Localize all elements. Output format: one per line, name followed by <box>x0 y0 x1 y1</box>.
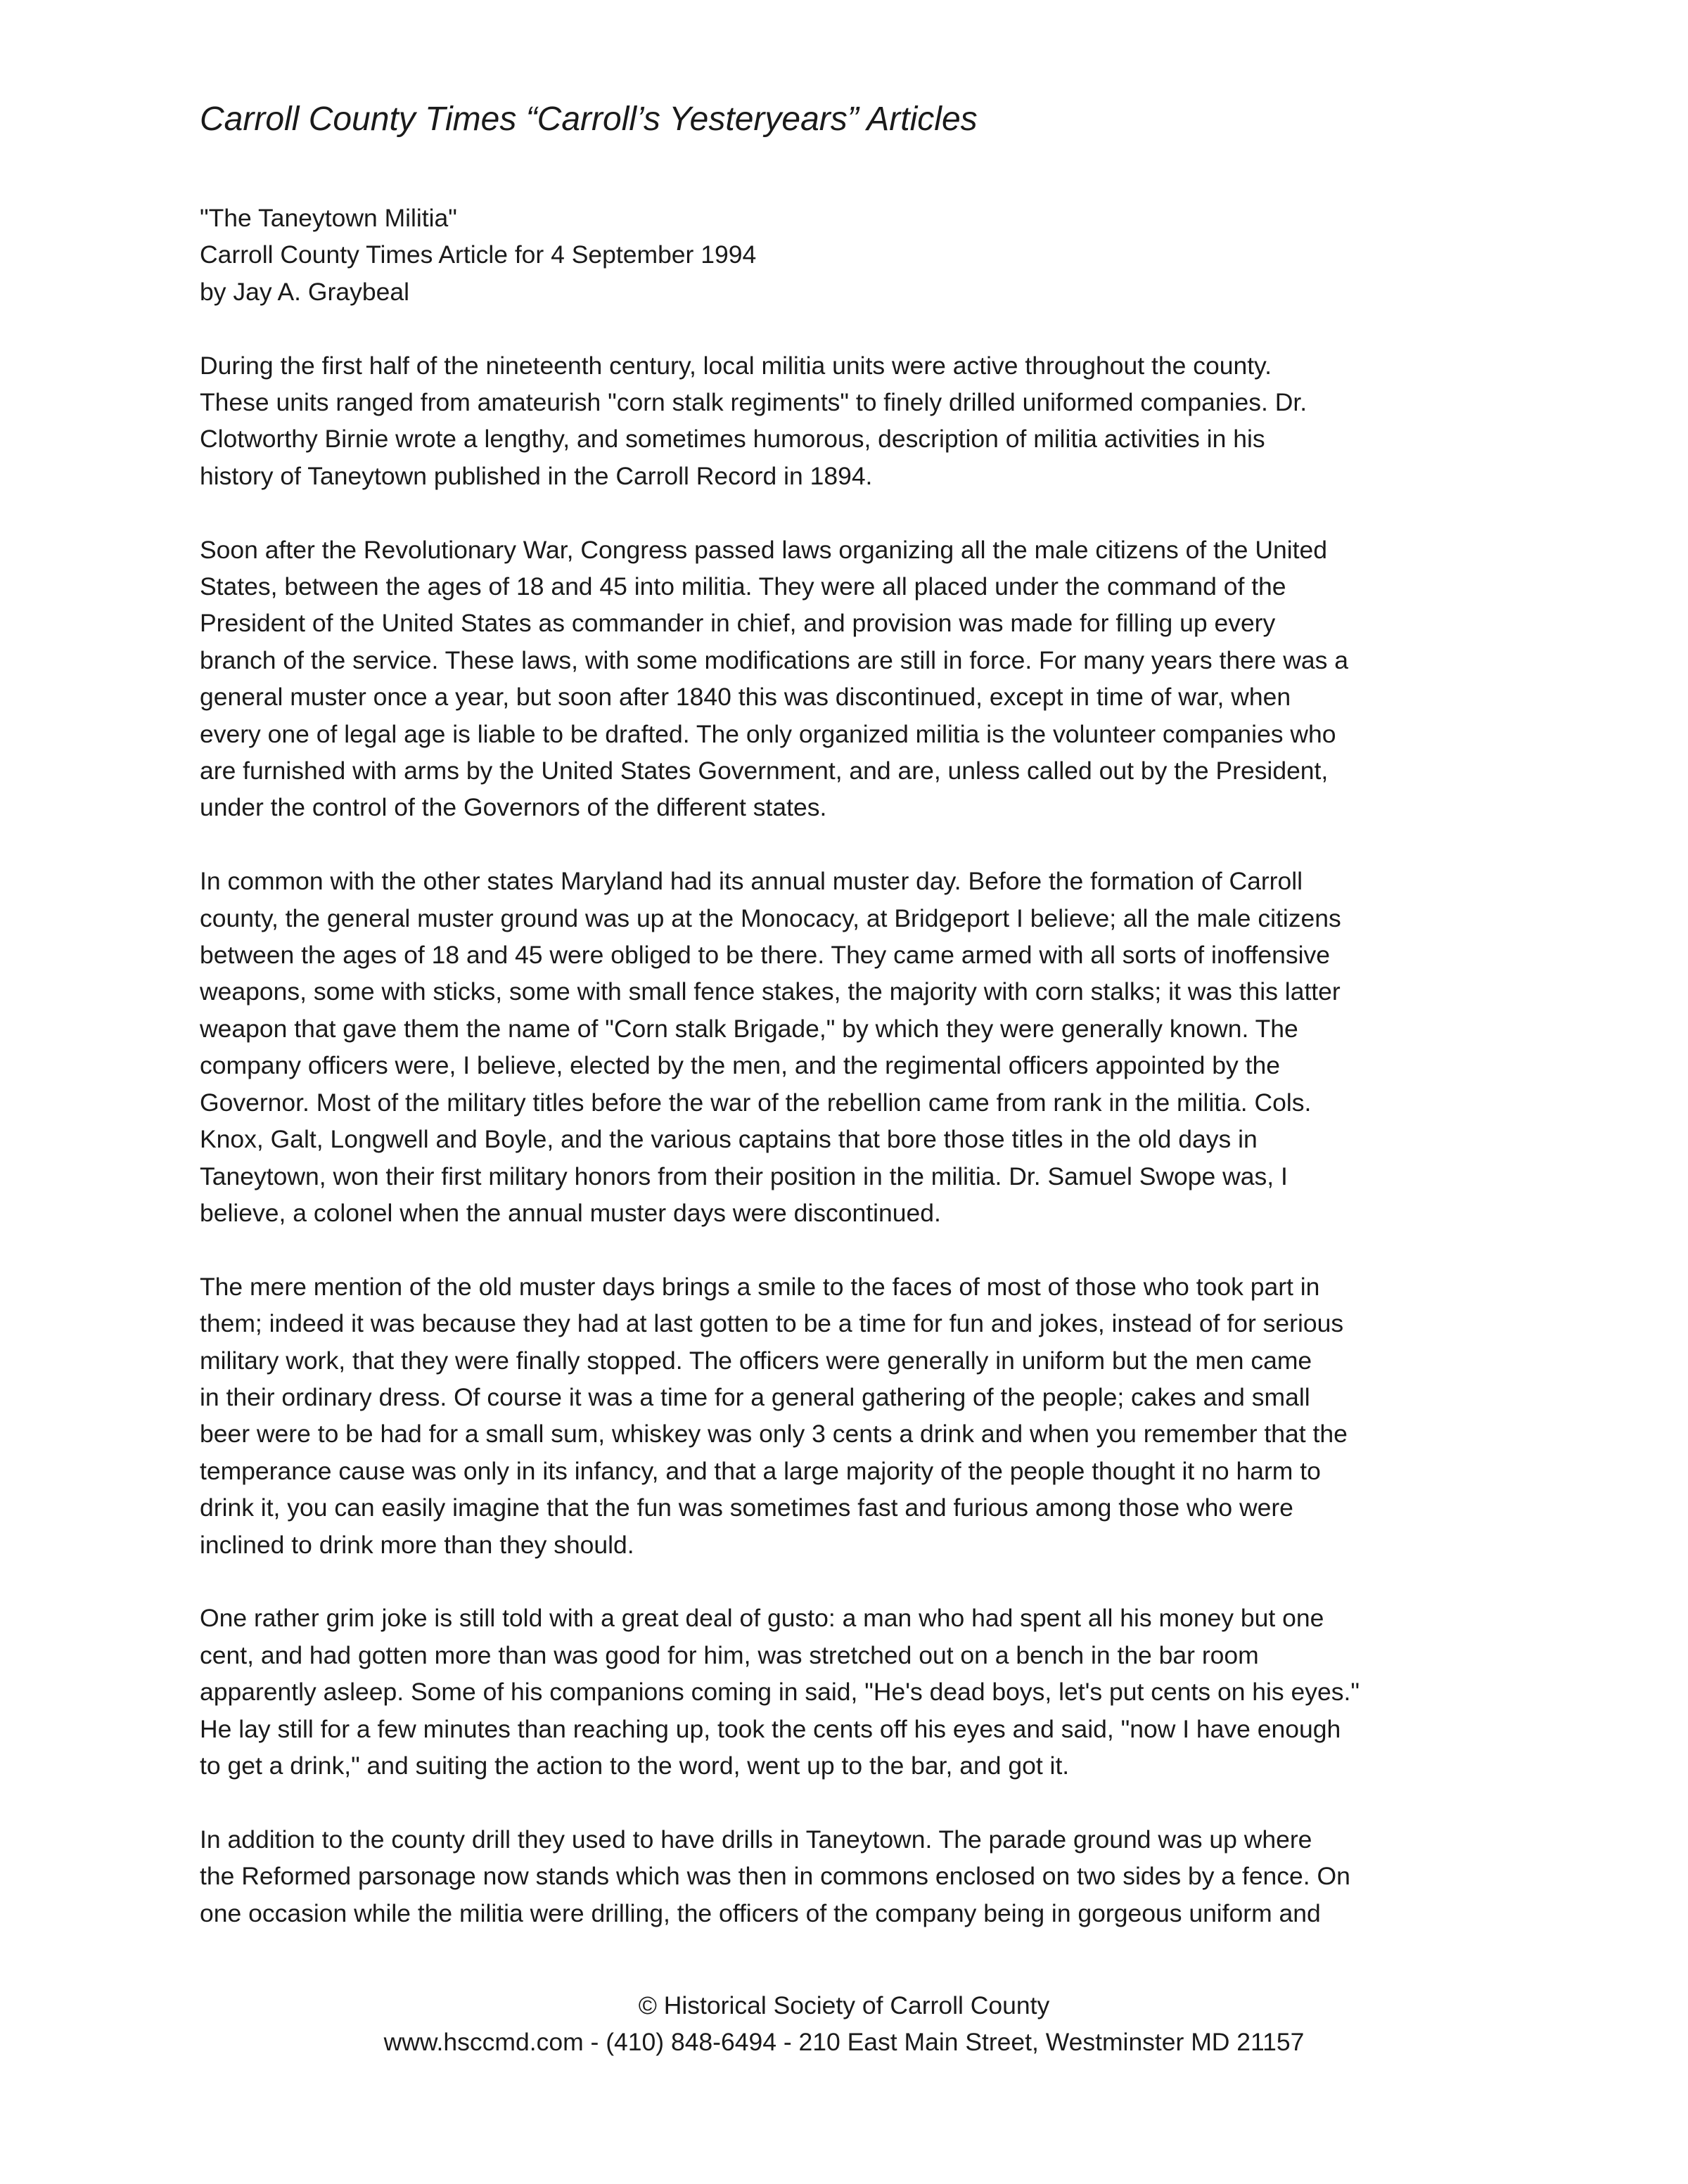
text-line: to get a drink," and suiting the action to the word, went up to the bar, and got it. <box>200 1751 1070 1780</box>
text-line: company officers were, I believe, elected by the men, and the regimental officers appointed by the <box>200 1051 1280 1080</box>
text-line: in their ordinary dress. Of course it was a time for a general gathering of the people; cakes and small <box>200 1382 1310 1411</box>
text-line: county, the general muster ground was up at the Monocacy, at Bridgeport I believe; all the male citizens <box>200 904 1341 932</box>
text-line: These units ranged from amateurish "corn stalk regiments" to finely drilled uniformed companies. Dr. <box>200 388 1307 417</box>
text-line: During the first half of the nineteenth century, local militia units were active throughout the county. <box>200 351 1272 380</box>
text-line: them; indeed it was because they had at last gotten to be a time for fun and jokes, instead of for serious <box>200 1309 1344 1338</box>
text-line: Knox, Galt, Longwell and Boyle, and the various captains that bore those titles in the old days in <box>200 1125 1258 1154</box>
series-title: Carroll County Times “Carroll’s Yesteryears” Articles <box>200 101 978 138</box>
text-line: The mere mention of the old muster days brings a smile to the faces of most of those who took part in <box>200 1272 1320 1301</box>
paragraph <box>200 532 1522 826</box>
text-line: weapons, some with sticks, some with small fence stakes, the majority with corn stalks; it was this latter <box>200 977 1341 1006</box>
article-title: "The Taneytown Militia" <box>200 204 457 232</box>
text-line: military work, that they were finally stopped. The officers were generally in uniform but the men came <box>200 1346 1312 1375</box>
text-line: believe, a colonel when the annual muster days were discontinued. <box>200 1198 941 1227</box>
text-line: Clotworthy Birnie wrote a lengthy, and sometimes humorous, description of militia activities in his <box>200 425 1265 454</box>
text-line: temperance cause was only in its infancy, and that a large majority of the people thought it no harm to <box>200 1456 1321 1485</box>
text-line: In common with the other states Maryland had its annual muster day. Before the formation of Carroll <box>200 867 1303 896</box>
text-line: beer were to be had for a small sum, whiskey was only 3 cents a drink and when you remember that the <box>200 1420 1348 1448</box>
text-line: Governor. Most of the military titles before the war of the rebellion came from rank in the militia. Cols. <box>200 1088 1312 1117</box>
text-line: inclined to drink more than they should. <box>200 1530 634 1559</box>
publication-line: Carroll County Times Article for 4 September 1994 <box>200 240 757 269</box>
text-line: States, between the ages of 18 and 45 into militia. They were all placed under the command of the <box>200 572 1286 601</box>
paragraph <box>200 863 1522 1231</box>
paragraph <box>200 1600 1522 1784</box>
contact-info: www.hsccmd.com - (410) 848-6494 - 210 East Main Street, Westminster MD 21157 <box>383 2028 1305 2056</box>
text-line: are furnished with arms by the United States Government, and are, unless called out by the President, <box>200 757 1329 785</box>
text-line: the Reformed parsonage now stands which was then in commons enclosed on two sides by a fence. On <box>200 1862 1350 1891</box>
text-line: He lay still for a few minutes than reaching up, took the cents off his eyes and said, "now I have enough <box>200 1714 1341 1743</box>
paragraph <box>200 1268 1522 1563</box>
byline: by Jay A. Graybeal <box>200 277 409 306</box>
text-line: cent, and had gotten more than was good for him, was stretched out on a bench in the bar room <box>200 1640 1259 1669</box>
text-line: between the ages of 18 and 45 were obliged to be there. They came armed with all sorts of inoffensive <box>200 941 1331 970</box>
copyright-notice: © Historical Society of Carroll County <box>638 1991 1050 2019</box>
article-header <box>200 200 1522 310</box>
text-line: under the control of the Governors of the different states. <box>200 793 827 822</box>
text-line: general muster once a year, but soon after 1840 this was discontinued, except in time of war, when <box>200 683 1291 712</box>
text-line: history of Taneytown published in the Carroll Record in 1894. <box>200 461 873 490</box>
text-line: Taneytown, won their first military honors from their position in the militia. Dr. Samuel Swope was, I <box>200 1162 1288 1190</box>
text-line: drink it, you can easily imagine that the fun was sometimes fast and furious among those who were <box>200 1494 1293 1522</box>
text-line: weapon that gave them the name of "Corn stalk Brigade," by which they were generally known. The <box>200 1014 1298 1043</box>
text-line: one occasion while the militia were drilling, the officers of the company being in gorgeous uniform and <box>200 1899 1321 1927</box>
text-line: Soon after the Revolutionary War, Congress passed laws organizing all the male citizens of the United <box>200 535 1327 564</box>
text-line: apparently asleep. Some of his companions coming in said, "He's dead boys, let's put cents on his eyes." <box>200 1678 1360 1707</box>
text-line: In addition to the county drill they used to have drills in Taneytown. The parade ground was up where <box>200 1825 1312 1854</box>
text-line: every one of legal age is liable to be drafted. The only organized militia is the volunteer companies who <box>200 719 1336 748</box>
paragraph <box>200 1821 1522 1932</box>
text-line: branch of the service. These laws, with some modifications are still in force. For many years there was a <box>200 645 1349 674</box>
page-footer <box>0 1987 1688 2060</box>
text-line: One rather grim joke is still told with a great deal of gusto: a man who had spent all his money but one <box>200 1604 1324 1633</box>
paragraph <box>200 347 1522 495</box>
text-line: President of the United States as commander in chief, and provision was made for filling up every <box>200 609 1276 638</box>
article-body <box>200 200 1522 1968</box>
